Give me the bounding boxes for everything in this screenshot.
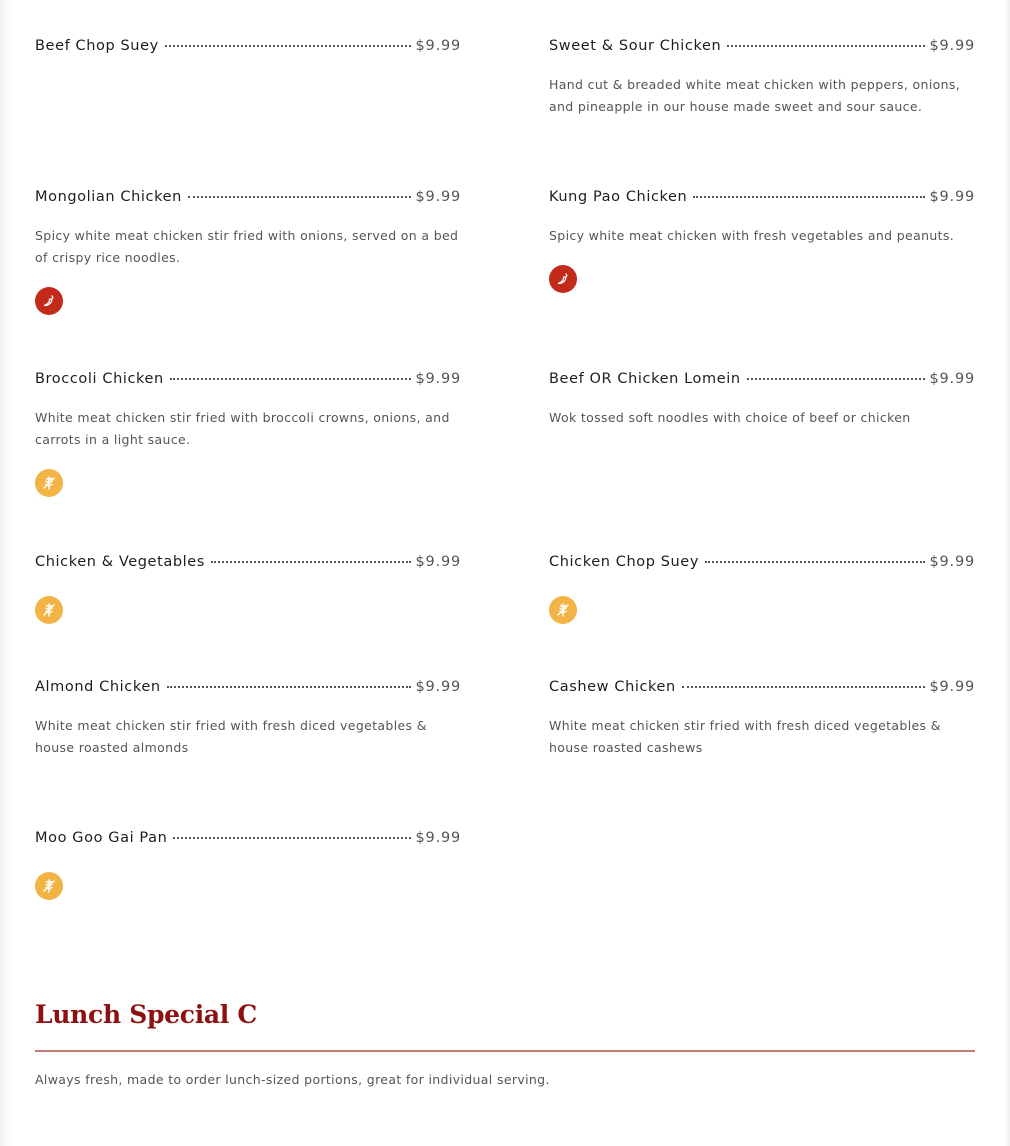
menu-item-broccoli-chicken bbox=[35, 371, 461, 497]
gluten-free-icon bbox=[549, 596, 577, 624]
dot-leader bbox=[727, 45, 925, 47]
menu-item-name: Sweet & Sour Chicken bbox=[549, 38, 722, 54]
menu-item-price: $9.99 bbox=[415, 38, 461, 54]
section-title: Lunch Special C bbox=[35, 1000, 257, 1029]
menu-item-price: $9.99 bbox=[415, 371, 461, 387]
menu-item-beef-chop-suey bbox=[35, 38, 461, 58]
menu-item-name: Moo Goo Gai Pan bbox=[35, 830, 168, 846]
menu-item-header bbox=[549, 371, 975, 391]
menu-item-description: Spicy white meat chicken with fresh vegetables and peanuts. bbox=[549, 228, 955, 243]
menu-item-price: $9.99 bbox=[415, 679, 461, 695]
menu-item-name: Beef OR Chicken Lomein bbox=[549, 371, 741, 387]
menu-item-header bbox=[35, 554, 461, 574]
menu-item-price: $9.99 bbox=[929, 38, 975, 54]
menu-item-price: $9.99 bbox=[929, 189, 975, 205]
menu-item-header bbox=[549, 554, 975, 574]
menu-item-header bbox=[549, 189, 975, 209]
dot-leader bbox=[705, 561, 925, 563]
dot-leader bbox=[188, 196, 412, 198]
spicy-icon bbox=[549, 265, 577, 293]
menu-item-description: White meat chicken stir fried with broccoli crowns, onions, and carrots in a light sauce. bbox=[35, 410, 450, 447]
menu-item-header bbox=[549, 38, 975, 58]
menu-item-header bbox=[35, 830, 461, 850]
menu-item-description: Spicy white meat chicken stir fried with onions, served on a bed of crispy rice noodles. bbox=[35, 228, 459, 265]
menu-item-price: $9.99 bbox=[415, 189, 461, 205]
menu-item-price: $9.99 bbox=[415, 830, 461, 846]
menu-item-price: $9.99 bbox=[929, 679, 975, 695]
section-divider bbox=[35, 1050, 975, 1052]
menu-item-name: Broccoli Chicken bbox=[35, 371, 164, 387]
menu-item-header bbox=[35, 189, 461, 209]
gluten-free-icon bbox=[35, 872, 63, 900]
menu-item-sweet-sour-chicken bbox=[549, 38, 975, 118]
menu-item-chicken-and-vegetables bbox=[35, 554, 461, 624]
menu-item-name: Almond Chicken bbox=[35, 679, 161, 695]
dot-leader bbox=[167, 686, 412, 688]
menu-item-description: White meat chicken stir fried with fresh diced vegetables & house roasted cashews bbox=[549, 718, 941, 755]
dot-leader bbox=[747, 378, 926, 380]
menu-item-header bbox=[35, 371, 461, 391]
menu-item-name: Chicken & Vegetables bbox=[35, 554, 205, 570]
menu-item-description: Wok tossed soft noodles with choice of beef or chicken bbox=[549, 410, 911, 425]
dot-leader bbox=[165, 45, 412, 47]
dot-leader bbox=[170, 378, 412, 380]
gluten-free-icon bbox=[35, 469, 63, 497]
section-description: Always fresh, made to order lunch-sized portions, great for individual serving. bbox=[35, 1072, 550, 1087]
menu-item-header bbox=[35, 679, 461, 699]
dot-leader bbox=[173, 837, 411, 839]
menu-item-description: White meat chicken stir fried with fresh diced vegetables & house roasted almonds bbox=[35, 718, 427, 755]
menu-item-description: Hand cut & breaded white meat chicken with peppers, onions, and pineapple in our house made sweet and sour sauce. bbox=[549, 77, 961, 114]
menu-item-name: Mongolian Chicken bbox=[35, 189, 182, 205]
menu-item-cashew-chicken bbox=[549, 679, 975, 759]
menu-item-price: $9.99 bbox=[415, 554, 461, 570]
menu-item-kung-pao-chicken bbox=[549, 189, 975, 293]
menu-item-name: Beef Chop Suey bbox=[35, 38, 159, 54]
menu-item-chicken-chop-suey bbox=[549, 554, 975, 624]
menu-item-name: Cashew Chicken bbox=[549, 679, 676, 695]
menu-item-almond-chicken bbox=[35, 679, 461, 759]
menu-item-header bbox=[549, 679, 975, 699]
menu-item-moo-goo-gai-pan bbox=[35, 830, 461, 900]
menu-item-name: Chicken Chop Suey bbox=[549, 554, 700, 570]
dot-leader bbox=[693, 196, 925, 198]
gluten-free-icon bbox=[35, 596, 63, 624]
spicy-icon bbox=[35, 287, 63, 315]
menu-item-name: Kung Pao Chicken bbox=[549, 189, 688, 205]
menu-item-beef-or-chicken-lomein bbox=[549, 371, 975, 429]
menu-item-price: $9.99 bbox=[929, 554, 975, 570]
menu-item-header bbox=[35, 38, 461, 58]
page-edge-shadow-right bbox=[1004, 0, 1010, 1146]
menu-item-price: $9.99 bbox=[929, 371, 975, 387]
page-edge-shadow-left bbox=[0, 0, 12, 1146]
dot-leader bbox=[211, 561, 412, 563]
menu-item-mongolian-chicken bbox=[35, 189, 461, 315]
dot-leader bbox=[682, 686, 926, 688]
